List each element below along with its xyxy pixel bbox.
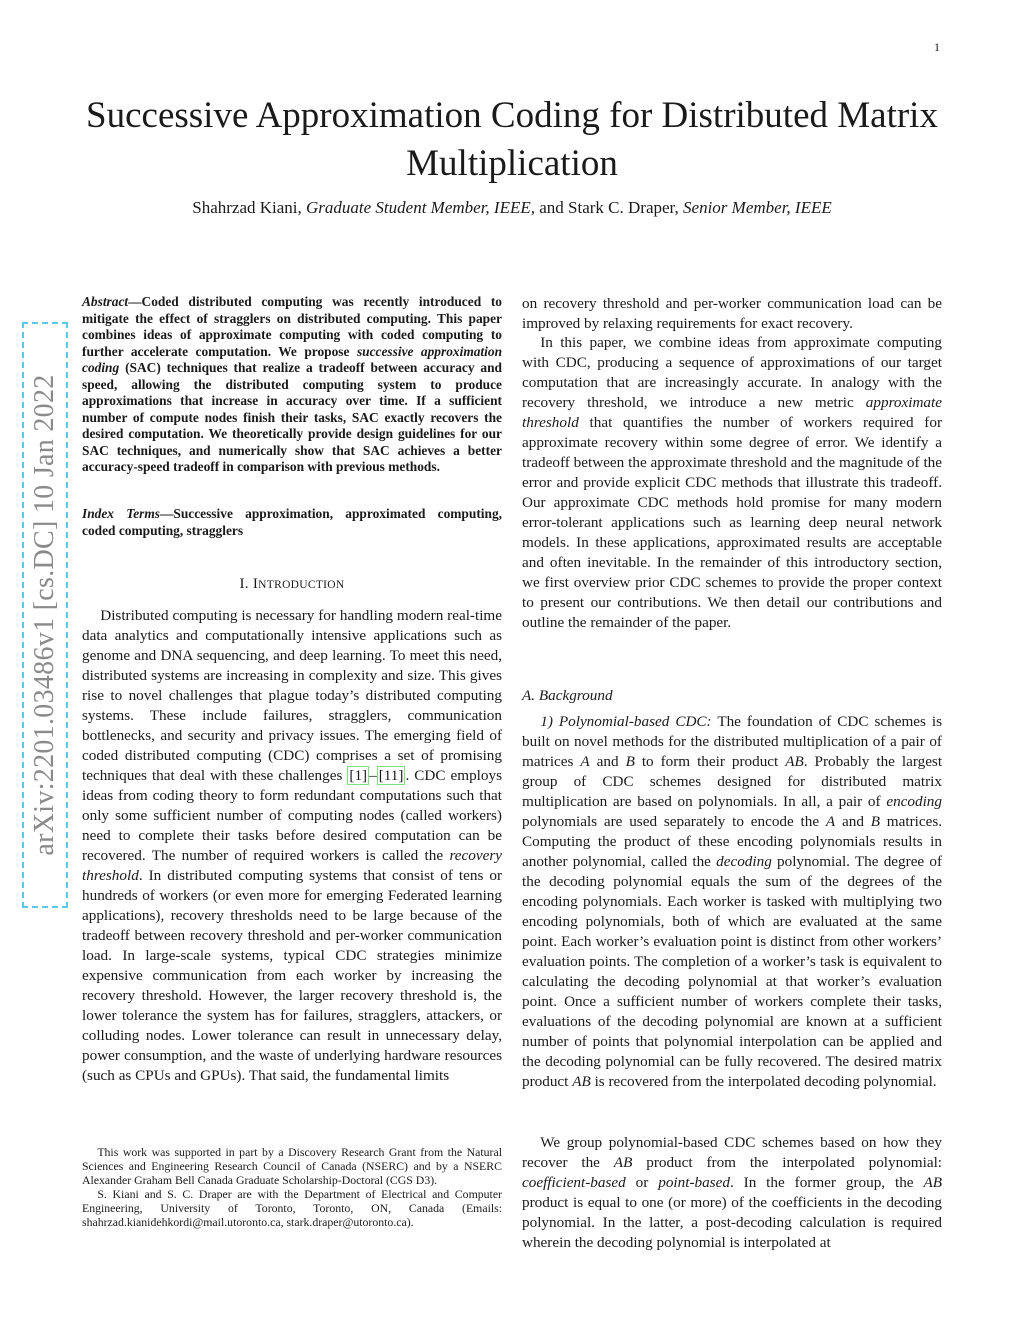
index-terms: Index Terms—Successive approximation, approximated computing, coded computing, stragglers	[82, 506, 502, 538]
abstract-text-a: Coded distributed computing was recently introduced to mitigate the effect of stragglers on distributed computing. This paper combines ideas of approximate computing with coded computing to further accelerate computation. We propose	[82, 294, 502, 359]
word-and: and	[841, 813, 864, 830]
encoding-term: encoding	[886, 793, 942, 810]
poly-text-d: polynomials are used separately to encode the	[522, 813, 820, 830]
arxiv-stamp[interactable]	[22, 322, 68, 908]
math-b: B	[870, 813, 880, 830]
poly-text-g: is recovered from the interpolated decoding polynomial.	[594, 1073, 937, 1090]
math-ab: AB	[923, 1174, 943, 1191]
author-2: Stark C. Draper,	[568, 198, 679, 217]
abstract-text-b: (SAC) techniques that realize a tradeoff between accuracy and speed, allowing the distributed computing system to produce approximations that increase in accuracy over time. If a sufficient number of compute nodes finish their tasks, SAC exactly recovers the desired computation. We theoretically provide design guidelines for our SAC techniques, and numerically show that SAC achieves a better accuracy-speed tradeoff in comparison with previous methods.	[82, 360, 502, 474]
group-text-a: We group polynomial-based CDC schemes based on how they recover the	[522, 1134, 942, 1171]
paragraph-contribution	[522, 333, 942, 633]
intro-text-a: Distributed computing is necessary for handling modern real-time data analytics and computationally intensive applications such as genome and DNA sequencing, and deep learning. To meet this need, distributed systems are increasing in complexity and size. This gives rise to novel challenges that plague today’s distributed computing systems. These include failures, stragglers, communication bottlenecks, and security and privacy issues. The emerging field of coded distributed computing (CDC) comprises a set of promising techniques that deal with these challenges	[82, 607, 502, 784]
word-and: and	[596, 753, 619, 770]
intro-body	[82, 606, 502, 1086]
section-number: I.	[239, 576, 249, 592]
approximate-threshold-term: approximate threshold	[522, 394, 942, 431]
word-or: or	[635, 1174, 649, 1191]
paragraph-grouping	[522, 1133, 942, 1253]
coefficient-based-term: coefficient-based	[522, 1174, 626, 1191]
math-ab: AB	[572, 1073, 591, 1090]
footnote-funding: This work was supported in part by a Discovery Research Grant from the Natural Sciences and Engineering Research Council of Canada (NSERC) and by a NSERC Alexander Graham Bell Canada Graduate Scholarship-Doctoral (CGS D3).	[82, 1145, 502, 1187]
poly-text-f: polynomial. The degree of the decoding polynomial equals the sum of the degrees of the encoding polynomials. Each worker is tasked with multiplying two encoding polynomials, both of which are evaluated at the same point. Each worker’s evaluation point is distinct from other workers’ evaluation points. The completion of a worker’s task is equivalent to calculating the decoding polynomial at that worker’s evaluation point. Once a sufficient number of workers complete their tasks, evaluations of the decoding polynomial are known at a sufficient number of points that polynomial interpolation can be applied and the decoding polynomial can be fully recovered. The desired matrix product	[522, 853, 943, 1090]
recovery-threshold-term: recovery threshold	[82, 847, 502, 884]
page-number: 1	[934, 40, 940, 54]
poly-text-a: The foundation of CDC schemes is built on novel methods for the distributed multiplication of a pair of matrices	[522, 713, 942, 770]
math-ab: AB	[613, 1154, 633, 1171]
group-text-c: . In the former group, the	[729, 1174, 914, 1191]
math-a: A	[825, 813, 836, 830]
index-terms-text: Successive approximation, approximated computing, coded computing, stragglers	[82, 506, 502, 538]
intro-text-c: . In distributed computing systems that consist of tens or hundreds of workers (or even more for emerging Federated learning applications), recovery thresholds need to be large because of the tradeoff between recovery threshold and per-worker communication load. In large-scale systems, typical CDC strategies minimize expensive communication from each worker by increasing the recovery threshold. However, the larger recovery threshold is, the lower tolerance the system has for failures, stragglers, attackers, or colluding nodes. Lower tolerance can result in unnecessary delay, power consumption, and the waste of underlying hardware resources (such as CPUs and GPUs). That said, the fundamental limits	[82, 867, 502, 1084]
contribution-text-a: In this paper, we combine ideas from approximate computing with CDC, producing a sequence of approximations of our target computation that are increasingly accurate. In analogy with the recovery threshold, we introduce a new metric	[522, 334, 942, 411]
poly-heading: 1) Polynomial-based CDC:	[540, 713, 712, 730]
right-continuation	[522, 294, 942, 334]
point-based-term: point-based	[658, 1174, 730, 1191]
section-heading	[82, 576, 502, 593]
intro-text-b: . CDC employs ideas from coding theory to form redundant computations such that only some sufficient number of computing nodes (called workers) need to complete their tasks before desired computation can be recovered. The number of required workers is called the	[82, 767, 502, 864]
index-terms-label: Index Terms	[82, 506, 160, 521]
author-and: and	[539, 198, 564, 217]
math-b: B	[625, 753, 635, 770]
footnote-affiliation: S. Kiani and S. C. Draper are with the Department of Electrical and Computer Engineering, University of Toronto, Toronto, ON, Canada (Emails: shahrzad.kianidehkordi@mail.utoronto.ca, stark.draper@utoronto.ca).	[82, 1187, 502, 1229]
author-1: Shahrzad Kiani,	[192, 198, 302, 217]
poly-text-c: . Probably the largest group of CDC schemes designed for distributed matrix multiplication are based on polynomials. In all, a pair of	[522, 753, 943, 810]
subsection-background: A. Background	[522, 687, 613, 704]
abstract-term: successive approximation coding	[82, 343, 503, 375]
abstract: Abstract—Coded distributed computing was recently introduced to mitigate the effect of stragglers on distributed computing. This paper combines ideas of approximate computing with coded computing to further accelerate computation. We propose successive approximation coding (SAC) techniques that realize a tradeoff between accuracy and speed, allowing the distributed computing system to produce approximations that increase in accuracy over time. If a sufficient number of compute nodes finish their tasks, SAC exactly recovers the desired computation. We theoretically provide design guidelines for our SAC techniques, and numerically show that SAC achieves a better accuracy-speed tradeoff in comparison with previous methods.	[82, 294, 503, 474]
author-line	[0, 198, 1024, 218]
section-title-first: I	[252, 576, 259, 592]
author-2-role: Senior Member, IEEE	[683, 198, 832, 217]
author-1-role: Graduate Student Member, IEEE,	[306, 198, 535, 217]
arxiv-stamp-text: arXiv:2201.03486v1 [cs.DC] 10 Jan 2022	[29, 374, 60, 856]
continuation-text: on recovery threshold and per-worker communication load can be improved by relaxing requirements for exact recovery.	[522, 295, 942, 332]
paper-title: Successive Approximation Coding for Distributed Matrix Multiplication	[86, 95, 938, 184]
contribution-text-b: that quantifies the number of workers required for approximate recovery within some degree of error. We identify a tradeoff between the approximate threshold and the magnitude of the error and provide explicit CDC methods that illustrate this tradeoff. Our approximate CDC methods hold promise for many modern error-tolerant applications such as learning deep neural network models. In these applications, approximated results are acceptable and often inevitable. In the remainder of this introductory section, we first overview prior CDC schemes to provide the proper context to present our contributions. We then detail our contributions and outline the remainder of the paper.	[522, 414, 942, 631]
section-title-rest: NTRODUCTION	[258, 579, 345, 591]
footnotes	[82, 1145, 502, 1229]
math-a: A	[580, 753, 590, 770]
poly-text-b: to form their product	[641, 753, 779, 770]
math-ab: AB	[785, 753, 804, 770]
citation-11[interactable]: [11]	[378, 767, 404, 784]
group-text-b: product from the interpolated polynomial:	[646, 1154, 943, 1171]
citation-dash: –	[369, 767, 377, 784]
citation-1[interactable]: [1]	[349, 767, 368, 784]
group-text-d: product is equal to one (or more) of the coefficients in the decoding polynomial. In the latter, a post-decoding calculation is required wherein the decoding polynomial is interpolated at	[522, 1194, 942, 1251]
decoding-term: decoding	[716, 853, 772, 870]
abstract-label: Abstract	[82, 294, 129, 309]
paragraph-polynomial	[522, 712, 942, 1092]
poly-text-e: matrices. Computing the product of these encoding polynomials results in another polynomial, called the	[522, 813, 943, 870]
